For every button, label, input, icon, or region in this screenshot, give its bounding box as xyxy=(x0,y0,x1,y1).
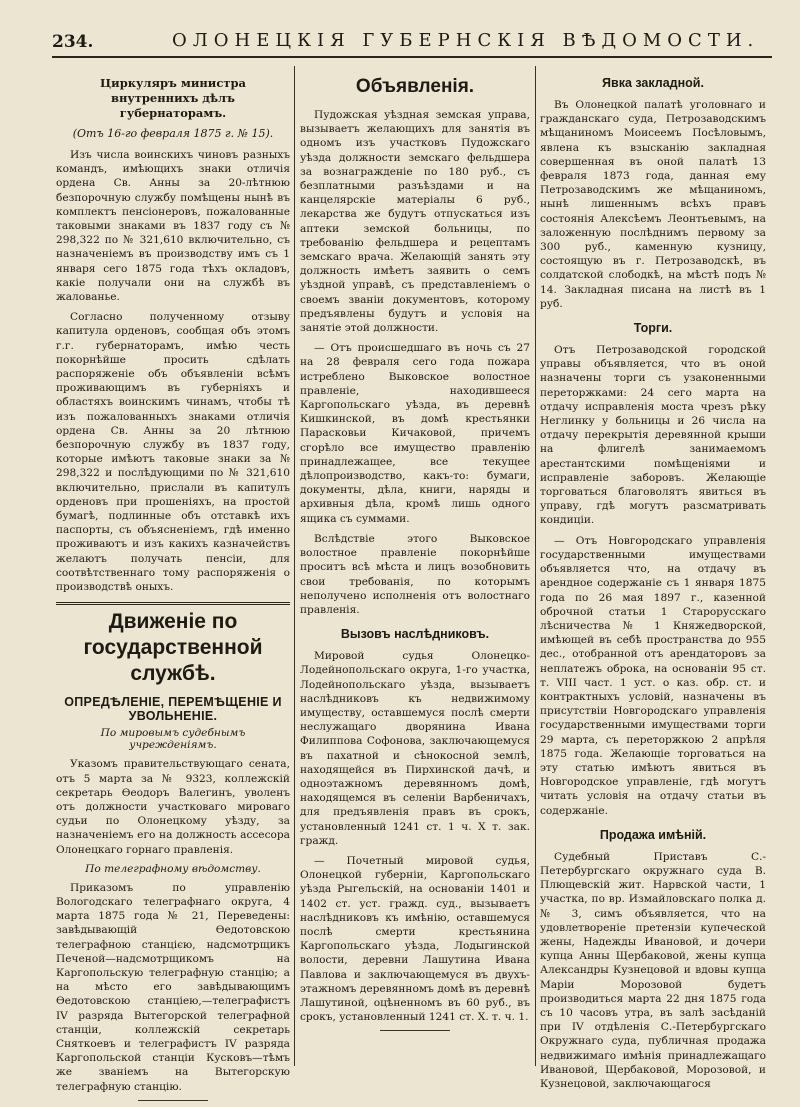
paragraph: Судебный Приставъ С.-Петербургскаго окружнаго суда В. Плющевскій жит. Нарвской части, 1 участка, по вр. Измайловскаго полка д. № 3, симъ объявляется, что на удовлетвореніе претензіи купеческой жены, Надежды Ивановой, и дочери купца Анны Щербаковой, жены купца Александры Кузнецовой и вдовы купца Маріи Морозовой будетъ производиться марта 22 дня 1875 года съ 10 часовъ утра, въ залѣ засѣданій при IV отдѣленія С.-Петербургскаго Окружнаго суда, публичная продажа недвижимаго имѣнія принадлежащаго Ивановой, Щербаковой, Морозовой, и Кузнецовой, заключающагося xyxy=(540,850,766,1090)
paragraph: Мировой судья Олонецко-Лодейнопольскаго округа, 1-го участка, Лодейнопольскаго уѣзда, вызываетъ наслѣдниковъ къ недвижимому имуществу, оставшемуся послѣ смерти неслужащаго дворянина Ивана Филиппова Софонова, заключающемуся въ пахатной и сѣнокосной землѣ, находящейся въ Пирхинской дачѣ, и одноэтажномъ деревянномъ домѣ, находящемся въ селеніи Варбеничахъ, для предъявленія правъ въ срокъ, установленный 1241 ст. 1 ч. X т. зак. гражд. xyxy=(300,650,530,847)
paragraph: — Отъ происшедшаго въ ночь съ 27 на 28 февраля сего года пожара истреблено Выковское волостное правленіе, находившееся Каргопольскаго уѣзда, въ деревнѣ Кишкинской, въ домѣ крестьянки Парасковьи Кичаковой, причемъ сгорѣло все имущество правленію принадлежащее, все текущее дѣлопроизводство, какъ-то: бумаги, документы, дѣла, книги, наряды и архивныя дѣла, кромѣ лишь одного ящика съ суммами. xyxy=(300,342,530,525)
column-1 xyxy=(56,66,290,1107)
announcements-title: Объявленія. xyxy=(355,76,475,97)
column-divider xyxy=(535,66,536,1066)
subsection-title: По мировымъ судебнымъ учрежденіямъ. xyxy=(100,727,246,752)
mortgage-title: Явка закладной. xyxy=(602,76,704,90)
column-2 xyxy=(300,66,530,1037)
subsection-title: По телеграфному вѣдомству. xyxy=(85,862,261,875)
page-number: 234. xyxy=(52,32,94,52)
paragraph: Согласно полученному отзыву капитула орденовъ, сообщая объ этомъ г.г. губернаторамъ, имѣю честь покорнѣйше просить сдѣлать распоряженіе объ объявленіи всѣмъ проживающимъ въ губерніяхъ и областяхъ воинскимъ чинамъ, чтобы тѣ изъ пожалованныхъ знаками отличія ордена Св. Анны за 20 лѣтнюю безпорочную службу въ 1837 году, которые имѣютъ таковые знаки за № 298,322 и послѣдующими по № 321,610 включительно, прислали въ капитулъ орденовъ при прошеніяхъ, на простой бумагѣ, подлинные объ отставкѣ ихъ паспорты, съ объясненіемъ, гдѣ именно проживаютъ и изъ какихъ казначействъ желаютъ получать пенсіи, для соотвѣтственнаго тому распоряженія о производствѣ оныхъ. xyxy=(56,311,290,594)
paragraph: Указомъ правительствующаго сената, отъ 5 марта за № 9323, коллежскій секретарь Ѳеодоръ Валегинъ, уволенъ отъ должности участковаго мироваго судьи по Олонецкому уѣзду, за назначеніемъ его на должность ассесора Олонецкаго горнаго правленія. xyxy=(56,758,290,856)
column-divider xyxy=(294,66,295,1066)
paragraph: Пудожская уѣздная земская управа, вызываетъ желающихъ для занятія въ одномъ изъ участковъ Пудожскаго уѣзда должности земскаго фельдшера за вознагражденіе по 180 руб., съ безплатными разъѣздами и на канцелярскіе матеріалы 6 руб., лекарства же будутъ отпускаться изъ аптеки земской больницы, по требованію фельдшера и рецептамъ земскаго врача. Желающій занять эту должность имѣетъ заявить о семъ уѣздной управѣ, съ представленіемъ о своемъ званіи документовъ, которому предъявлены будутъ и условія на занятіе этой должности. xyxy=(300,109,530,335)
paragraph: Вслѣдствіе этого Выковское волостное правленіе покорнѣйше проситъ всѣ мѣста и лицъ возобновить свои требованія, по которымъ неполучено исполненія отъ волостнаго правленія. xyxy=(300,532,530,616)
divider xyxy=(380,1030,450,1031)
paragraph: — Почетный мировой судья, Олонецкой губерніи, Каргопольскаго уѣзда Рыгельскій, на основаніи 1401 и 1402 ст. уст. гражд. суд., вызываетъ наслѣдниковъ къ имѣнію, оставшемуся послѣ смерти крестьянина Каргопольскаго уѣзда, Лодыгинской волости, деревни Лашутина Ивана Павлова и заключающемуся въ двухъ-этажномъ деревянномъ домѣ въ деревнѣ Лашутиной, оцѣненномъ въ 60 руб., въ срокъ, установленный 1241 ст. X. т. ч. 1. xyxy=(300,854,530,1024)
paragraph: Изъ числа воинскихъ чиновъ разныхъ командъ, имѣющихъ знаки отличія ордена Св. Анны за 20-лѣтнюю безпорочную службу помѣщены нынѣ въ комплектъ пенсіонеровъ, пожалованные таковыми знаками въ 1837 году съ № 298,322 по № 321,610 включительно, съ назначеніемъ въ производству имъ съ 1 января сего 1875 года тѣхъ окладовъ, какіе получали они на службѣ въ жалованье. xyxy=(56,149,290,304)
paragraph: Приказомъ по управленію Вологодскаго телеграфнаго округа, 4 марта 1875 года № 21, Переведены: завѣдывающій Ѳедотовскою телеграфною станцією, надсмотрщикъ Печеной—надсмотрщикомъ на Каргопольскую телеграфную станцію; а на мѣсто его завѣдывающимъ Ѳедотовскою станціею,—телеграфистъ IV разряда Вытегорской телеграфной станціи, коллежскій секретарь Сняткоевъ и телеграфистъ IV разряда Каргопольской станціи Кусковъ—тѣмъ же званіемъ на Вытегорскую телеграфную станцію. xyxy=(56,881,290,1093)
circular-title: Циркуляръ министра внутреннихъ дѣлъ губернаторамъ. xyxy=(100,76,246,120)
paragraph: Въ Олонецкой палатѣ уголовнаго и гражданскаго суда, Петрозаводскимъ мѣщаниномъ Моисеемъ Посѣловымъ, явлена къ взысканію закладная совершенная въ оной палатѣ 13 февраля 1873 года, данная ему Петрозаводскимъ же мѣщаниномъ, нынѣ лишеннымъ всѣхъ правъ состоянія Алексѣемъ Леонтьевымъ, на заложенную послѣднимъ первому за 300 руб., каменную кузницу, состоящую въ г. Петрозаводскѣ, въ солдатской слободкѣ, на мѣстѣ подъ № 14. Закладная писана на листѣ въ 1 руб. xyxy=(540,99,766,310)
auctions-title: Торги. xyxy=(633,321,673,336)
divider xyxy=(138,1100,208,1101)
running-title: ОЛОНЕЦКІЯ ГУБЕРНСКІЯ ВѢДОМОСТИ. xyxy=(172,30,760,51)
page-header xyxy=(52,28,772,58)
section-title-appointments: ОПРЕДѢЛЕНІЕ, ПЕРЕМѢЩЕНІЕ И УВОЛЬНЕНІЕ. xyxy=(64,695,282,724)
paragraph: Отъ Петрозаводской городской управы объявляется, что въ оной назначены торги съ узаконенными переторжками: 24 сего марта на отдачу исправленія моста чрезъ рѣку Неглинку у больницы и 26 числа на отдачу перекрытія деревянной крыши на флигелѣ занимаемомъ арестантскими помѣщеніями и исправленіе заборовъ. Желающіе торговаться благоволятъ явиться въ управу, гдѣ могутъ разсматривать кондиціи. xyxy=(540,344,766,527)
section-title-movement: Движеніе по государственной службѣ. xyxy=(56,602,290,687)
paragraph: — Отъ Новгородскаго управленія государственными имуществами объявляется что, на отдачу въ арендное содержаніе съ 1 января 1875 года по 26 мая 1897 г., казенной оброчной статьи 1 Старорусскаго лѣсничества № 1 Княжедворской, имѣющей въ себѣ пространства до 955 дес., отобранной отъ арендаторовъ за неплатежъ оброка, на основаніи 95 ст. т. VIII част. 1 уст. о каз. обр. ст. и контрактныхъ условій, назначены въ присутствіи Новгородскаго управленія государственными имуществами торги 29 марта, съ переторжкою 2 апрѣля 1875 года. Желающіе торговаться на эту статью имѣютъ явиться въ Новгородское управленіе, гдѣ могутъ читать условія на отдачу статьи въ содержаніе. xyxy=(540,534,766,817)
circular-date: (Отъ 16-го февраля 1875 г. № 15). xyxy=(72,127,274,140)
column-3 xyxy=(540,66,766,1097)
estates-title: Продажа имѣній. xyxy=(599,827,707,842)
heirs-title: Вызовъ наслѣдниковъ. xyxy=(340,627,490,642)
